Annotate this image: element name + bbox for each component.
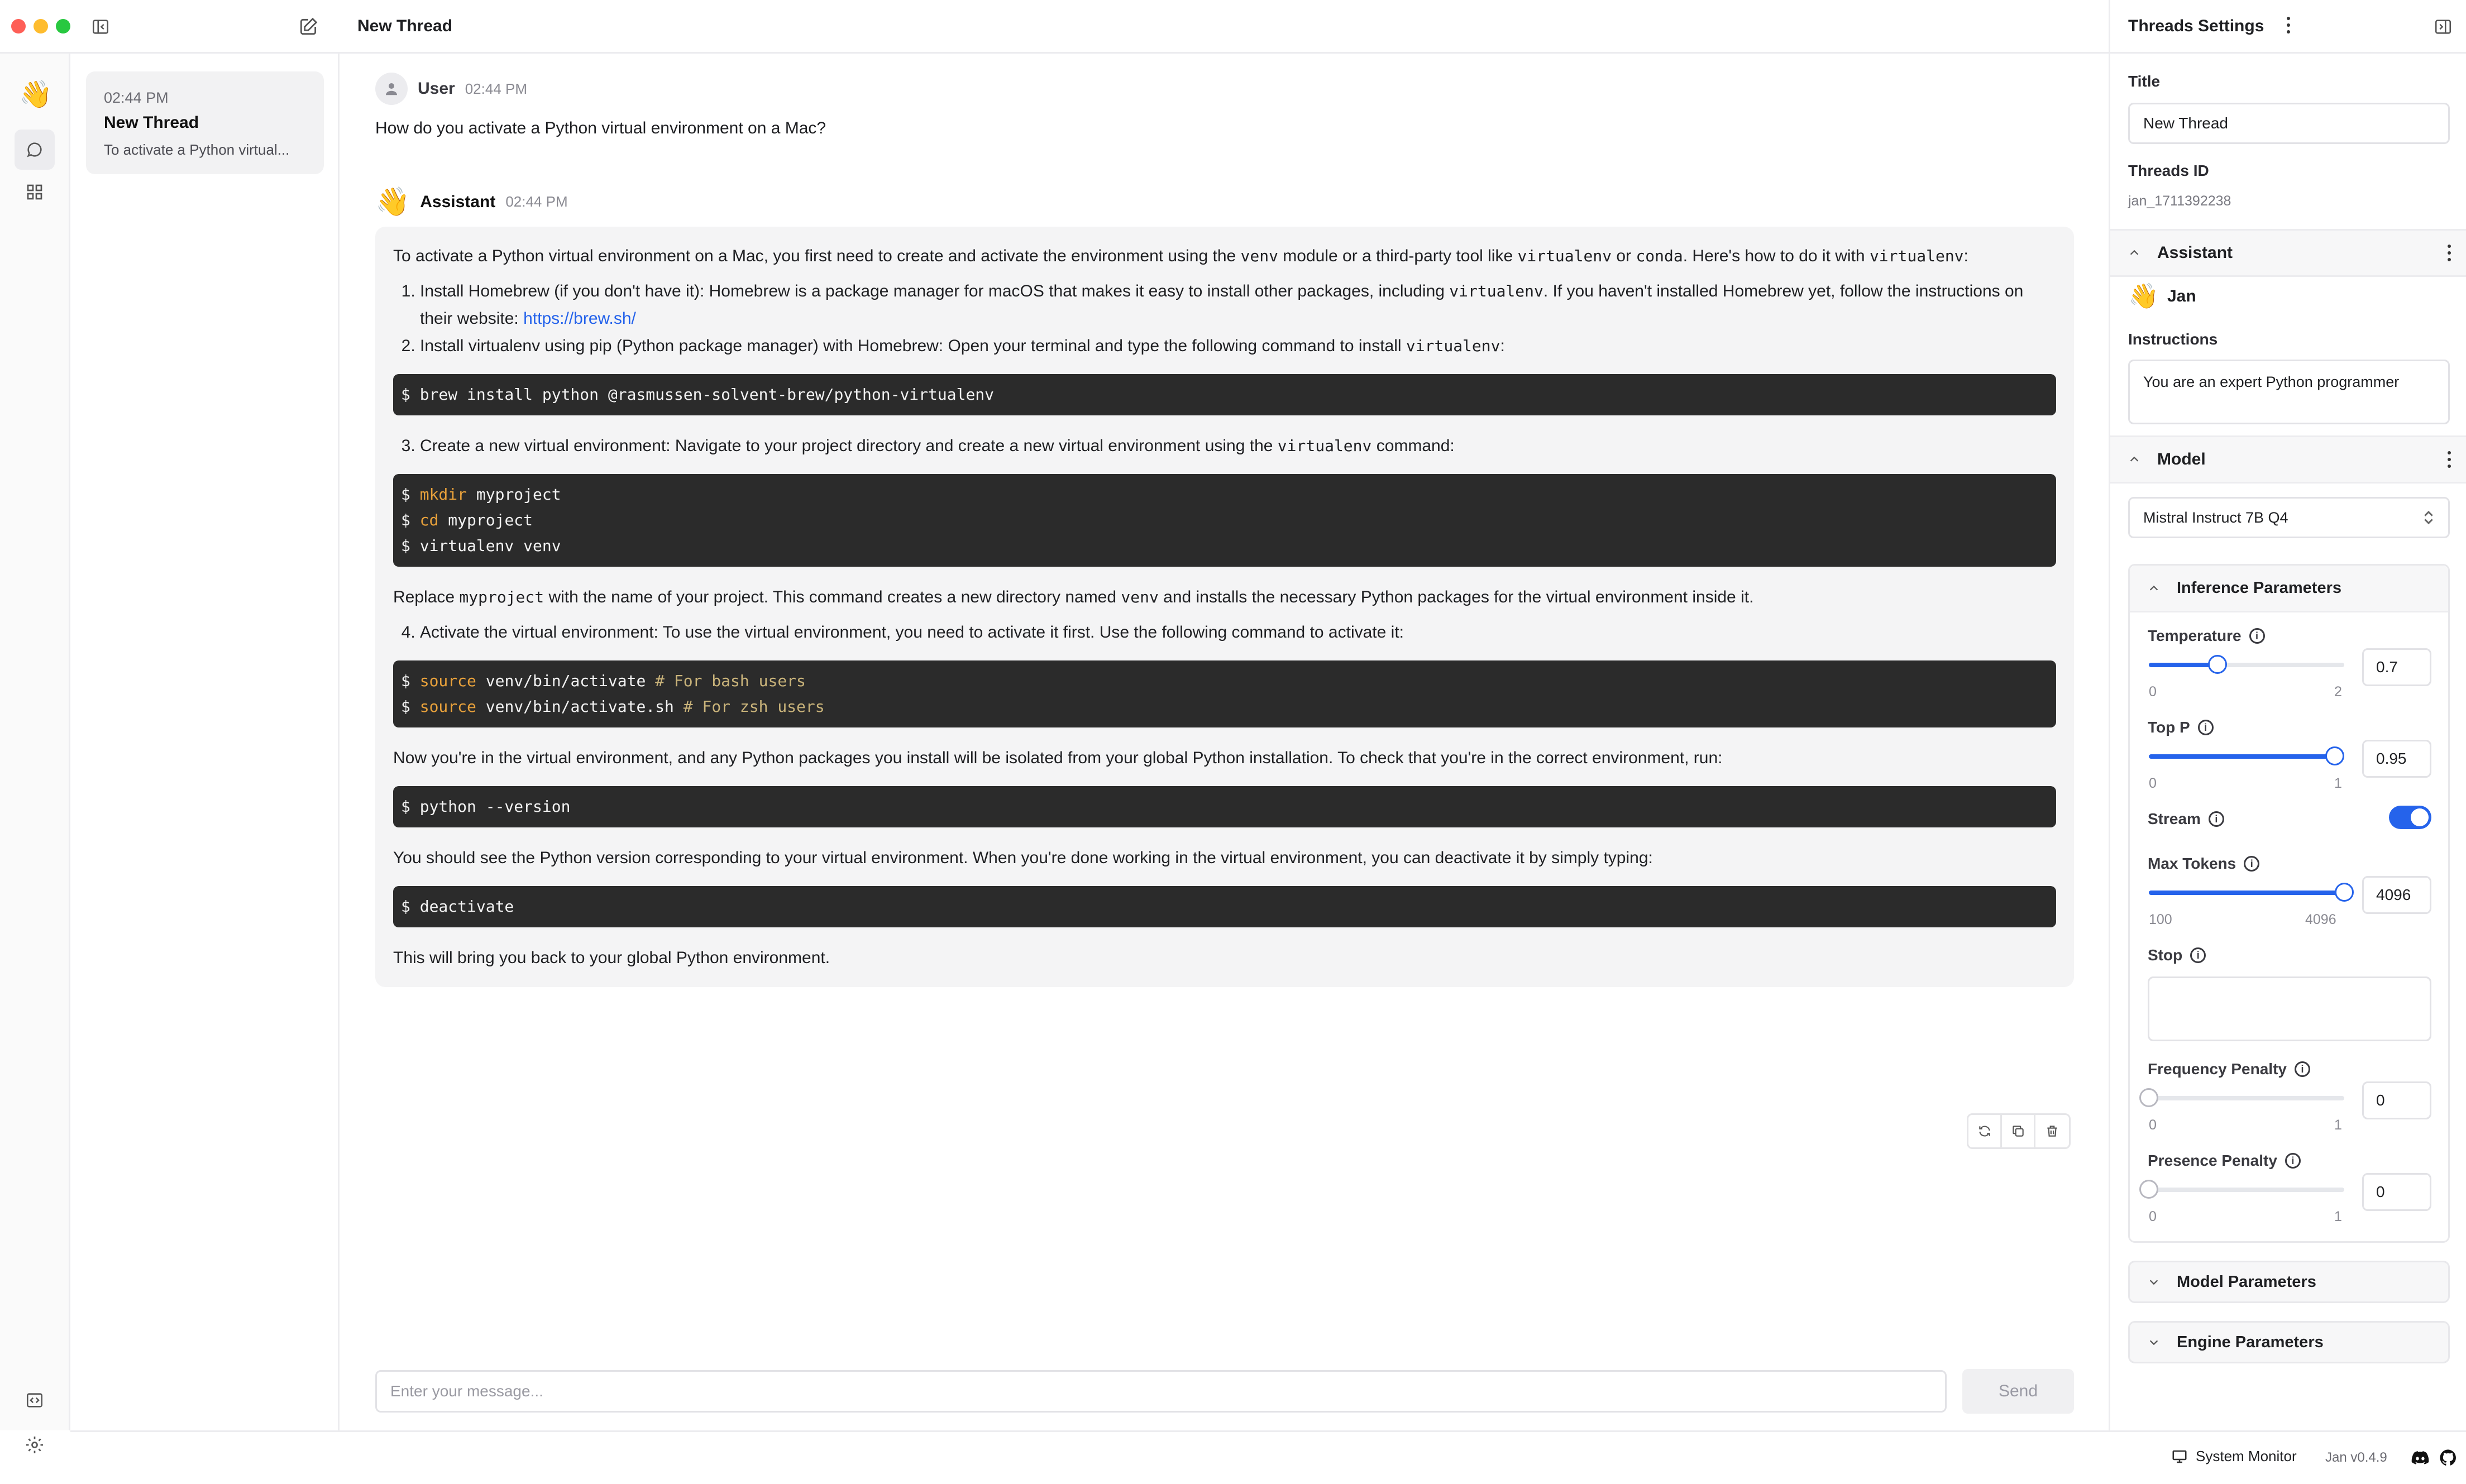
max-tokens-max: 4096: [2305, 912, 2336, 927]
step-3: 3. Create a new virtual environment: Navigate to your project directory and create a new virtual environment using the virtualenv command:: [420, 432, 2056, 459]
settings-header: Threads Settings: [2128, 17, 2264, 35]
steps-list-2: [393, 432, 2056, 459]
chat-nav-icon[interactable]: [15, 130, 55, 170]
steps-list-3: [393, 619, 2056, 646]
divider: [2110, 52, 2466, 54]
stream-toggle[interactable]: [2389, 806, 2431, 829]
frequency-penalty-label: Frequency Penalty i: [2148, 1060, 2310, 1078]
step-4: 4. Activate the virtual environment: To use the virtual environment, you need to activate it first. Use the following command to activate it:: [420, 619, 2056, 646]
top-p-max: 1: [2334, 775, 2342, 791]
code-line: $ mkdir myproject: [401, 485, 561, 504]
presence-penalty-min: 0: [2149, 1209, 2157, 1224]
chevron-down-icon: [2148, 1276, 2160, 1288]
assistant-emoji: 👋: [2128, 283, 2159, 310]
chevron-up-icon: [2128, 247, 2140, 259]
chevron-up-icon: [2128, 453, 2140, 466]
max-tokens-min: 100: [2149, 912, 2172, 927]
threads-settings-panel: [2109, 0, 2466, 1430]
frequency-penalty-max: 1: [2334, 1117, 2342, 1133]
presence-penalty-max: 1: [2334, 1209, 2342, 1224]
hub-nav-icon[interactable]: [15, 172, 55, 212]
assistant-menu-icon[interactable]: [2448, 245, 2451, 261]
info-icon[interactable]: i: [2190, 947, 2206, 963]
code-block-activate[interactable]: [393, 660, 2056, 727]
info-icon[interactable]: i: [2198, 720, 2214, 735]
model-select[interactable]: [2128, 497, 2450, 538]
end-paragraph: This will bring you back to your global Python environment.: [393, 949, 830, 967]
step-1: 1. Install Homebrew (if you don't have it): Homebrew is a package manager for macOS that makes it easy to install other packages, including virtualenv. If you haven't installed Homebrew yet, follow the instructions on their website: https://brew.sh/: [420, 277, 2056, 332]
assistant-message-time: 02:44 PM: [505, 193, 568, 210]
toggle-right-panel-icon[interactable]: [2431, 15, 2455, 39]
version-label: Jan v0.4.9: [2325, 1450, 2387, 1465]
temperature-label: Temperature i: [2148, 627, 2265, 645]
max-tokens-slider[interactable]: [2149, 891, 2344, 895]
assistant-message-bubble: [375, 227, 2074, 987]
assistant-section-title: Assistant: [2157, 243, 2233, 262]
chevron-up-icon: [2148, 582, 2160, 595]
inference-parameters-title: Inference Parameters: [2177, 579, 2341, 597]
assistant-message-header: [375, 185, 568, 218]
code-line: $ virtualenv venv: [401, 537, 561, 555]
app-logo: 👋: [19, 80, 52, 109]
status-bar: [70, 1430, 2466, 1484]
code-line: $ source venv/bin/activate # For bash users: [401, 672, 806, 690]
user-avatar-icon: [375, 73, 408, 105]
minimize-window-button[interactable]: [34, 19, 48, 33]
frequency-penalty-slider[interactable]: [2149, 1096, 2344, 1100]
model-parameters-header[interactable]: [2128, 1261, 2450, 1303]
temperature-slider[interactable]: [2149, 663, 2344, 667]
now-paragraph: Now you're in the virtual environment, and any Python packages you install will be isolated from your global Python installation. To check that you're in the correct environment, run:: [393, 749, 1723, 767]
top-p-input[interactable]: 0.95: [2362, 740, 2431, 778]
steps-list-1: [393, 277, 2056, 360]
delete-icon[interactable]: [2035, 1115, 2069, 1147]
title-bar: [0, 0, 2466, 54]
regenerate-icon[interactable]: [1968, 1115, 2002, 1147]
top-p-slider[interactable]: [2149, 754, 2344, 759]
assistant-author: Assistant: [420, 192, 496, 211]
code-line: $ cd myproject: [401, 511, 533, 529]
new-thread-icon[interactable]: [296, 15, 321, 39]
assistant-name: Jan: [2167, 287, 2196, 305]
copy-icon[interactable]: [2002, 1115, 2035, 1147]
model-select-value: Mistral Instruct 7B Q4: [2143, 509, 2288, 526]
title-input[interactable]: New Thread: [2128, 103, 2450, 144]
select-arrows-icon: [2422, 509, 2435, 526]
user-message-text: How do you activate a Python virtual environment on a Mac?: [375, 119, 826, 137]
max-tokens-label: Max Tokens i: [2148, 855, 2259, 873]
code-block-create-env[interactable]: [393, 474, 2056, 567]
thread-list-item[interactable]: [86, 71, 324, 174]
info-icon[interactable]: i: [2209, 811, 2224, 827]
model-section-title: Model: [2157, 450, 2206, 468]
engine-parameters-header[interactable]: [2128, 1321, 2450, 1363]
code-block-deactivate[interactable]: $ deactivate: [393, 886, 2056, 927]
assistant-section-header[interactable]: [2110, 229, 2466, 277]
local-api-icon[interactable]: [15, 1380, 55, 1420]
window-title: New Thread: [357, 17, 453, 35]
stream-label: Stream i: [2148, 810, 2224, 828]
frequency-penalty-input[interactable]: 0: [2362, 1081, 2431, 1119]
user-author: User: [418, 79, 455, 98]
thread-list: [70, 54, 340, 1430]
info-icon[interactable]: i: [2285, 1153, 2301, 1169]
see-paragraph: You should see the Python version corresponding to your virtual environment. When you're done working in the virtual environment, you can deactivate it by simply typing:: [393, 849, 1653, 867]
info-icon[interactable]: i: [2249, 628, 2265, 644]
monitor-icon: [2171, 1448, 2188, 1465]
discord-icon[interactable]: [2409, 1447, 2431, 1469]
code-block-brew[interactable]: $ brew install python @rasmussen-solvent-brew/python-virtualenv: [393, 374, 2056, 415]
max-tokens-input[interactable]: 4096: [2362, 876, 2431, 914]
code-block-version[interactable]: $ python --version: [393, 786, 2056, 827]
inference-parameters-header[interactable]: [2130, 566, 2448, 612]
intro-paragraph: To activate a Python virtual environment on a Mac, you first need to create and activate the environment using the venv module or a third-party tool like virtualenv or conda. Here's how to do it with virtualenv:: [393, 247, 1968, 265]
replace-paragraph: Replace myproject with the name of your project. This command creates a new directory named venv and installs the necessary Python packages for the virtual environment inside it.: [393, 588, 1754, 606]
model-section-header[interactable]: [2110, 435, 2466, 484]
instructions-label: Instructions: [2128, 331, 2218, 348]
step-2: 2. Install virtualenv using pip (Python package manager) with Homebrew: Open your terminal and type the following command to install virtualenv:: [420, 332, 2056, 360]
info-icon[interactable]: i: [2244, 856, 2259, 872]
code-line: $ source venv/bin/activate.sh # For zsh users: [401, 697, 825, 716]
model-menu-icon[interactable]: [2448, 451, 2451, 468]
chat-area: [340, 54, 2109, 1430]
temperature-input[interactable]: 0.7: [2362, 648, 2431, 686]
presence-penalty-input[interactable]: 0: [2362, 1173, 2431, 1211]
title-label: Title: [2128, 73, 2161, 90]
model-parameters-title: Model Parameters: [2177, 1272, 2316, 1291]
stop-label: Stop i: [2148, 946, 2206, 964]
top-p-label: Top P i: [2148, 719, 2214, 736]
settings-menu-icon[interactable]: [2287, 17, 2290, 33]
temperature-max: 2: [2334, 684, 2342, 700]
toggle-left-panel-icon[interactable]: [89, 16, 112, 38]
github-icon[interactable]: [2437, 1447, 2459, 1469]
homebrew-link[interactable]: https://brew.sh/: [523, 309, 636, 328]
maximize-window-button[interactable]: [56, 19, 70, 33]
message-input[interactable]: Enter your message...: [375, 1370, 1947, 1413]
instructions-textarea[interactable]: You are an expert Python programmer: [2128, 360, 2450, 424]
left-rail: [0, 54, 70, 1430]
thread-id-label: Threads ID: [2128, 162, 2209, 179]
chevron-down-icon: [2148, 1336, 2160, 1348]
engine-parameters-title: Engine Parameters: [2177, 1333, 2324, 1351]
thread-id-value: jan_1711392238: [2128, 193, 2231, 209]
system-monitor-button[interactable]: [2171, 1448, 2297, 1465]
presence-penalty-slider[interactable]: [2149, 1188, 2344, 1192]
thread-title: New Thread: [104, 113, 199, 132]
thread-time: 02:44 PM: [104, 89, 169, 106]
send-button[interactable]: Send: [1962, 1369, 2074, 1414]
frequency-penalty-min: 0: [2149, 1117, 2157, 1133]
inference-parameters-card: [2128, 564, 2450, 1243]
info-icon[interactable]: i: [2295, 1061, 2310, 1077]
settings-gear-icon[interactable]: [15, 1425, 55, 1465]
thread-preview: To activate a Python virtual...: [104, 141, 290, 158]
system-monitor-label: System Monitor: [2196, 1448, 2297, 1464]
stop-textarea[interactable]: [2148, 976, 2431, 1041]
top-p-min: 0: [2149, 775, 2157, 791]
assistant-avatar: 👋: [375, 186, 410, 217]
user-message-header: [375, 73, 527, 105]
presence-penalty-label: Presence Penalty i: [2148, 1152, 2301, 1170]
close-window-button[interactable]: [11, 19, 26, 33]
temperature-min: 0: [2149, 684, 2157, 700]
user-message-time: 02:44 PM: [465, 80, 528, 97]
message-actions: [1967, 1113, 2071, 1149]
